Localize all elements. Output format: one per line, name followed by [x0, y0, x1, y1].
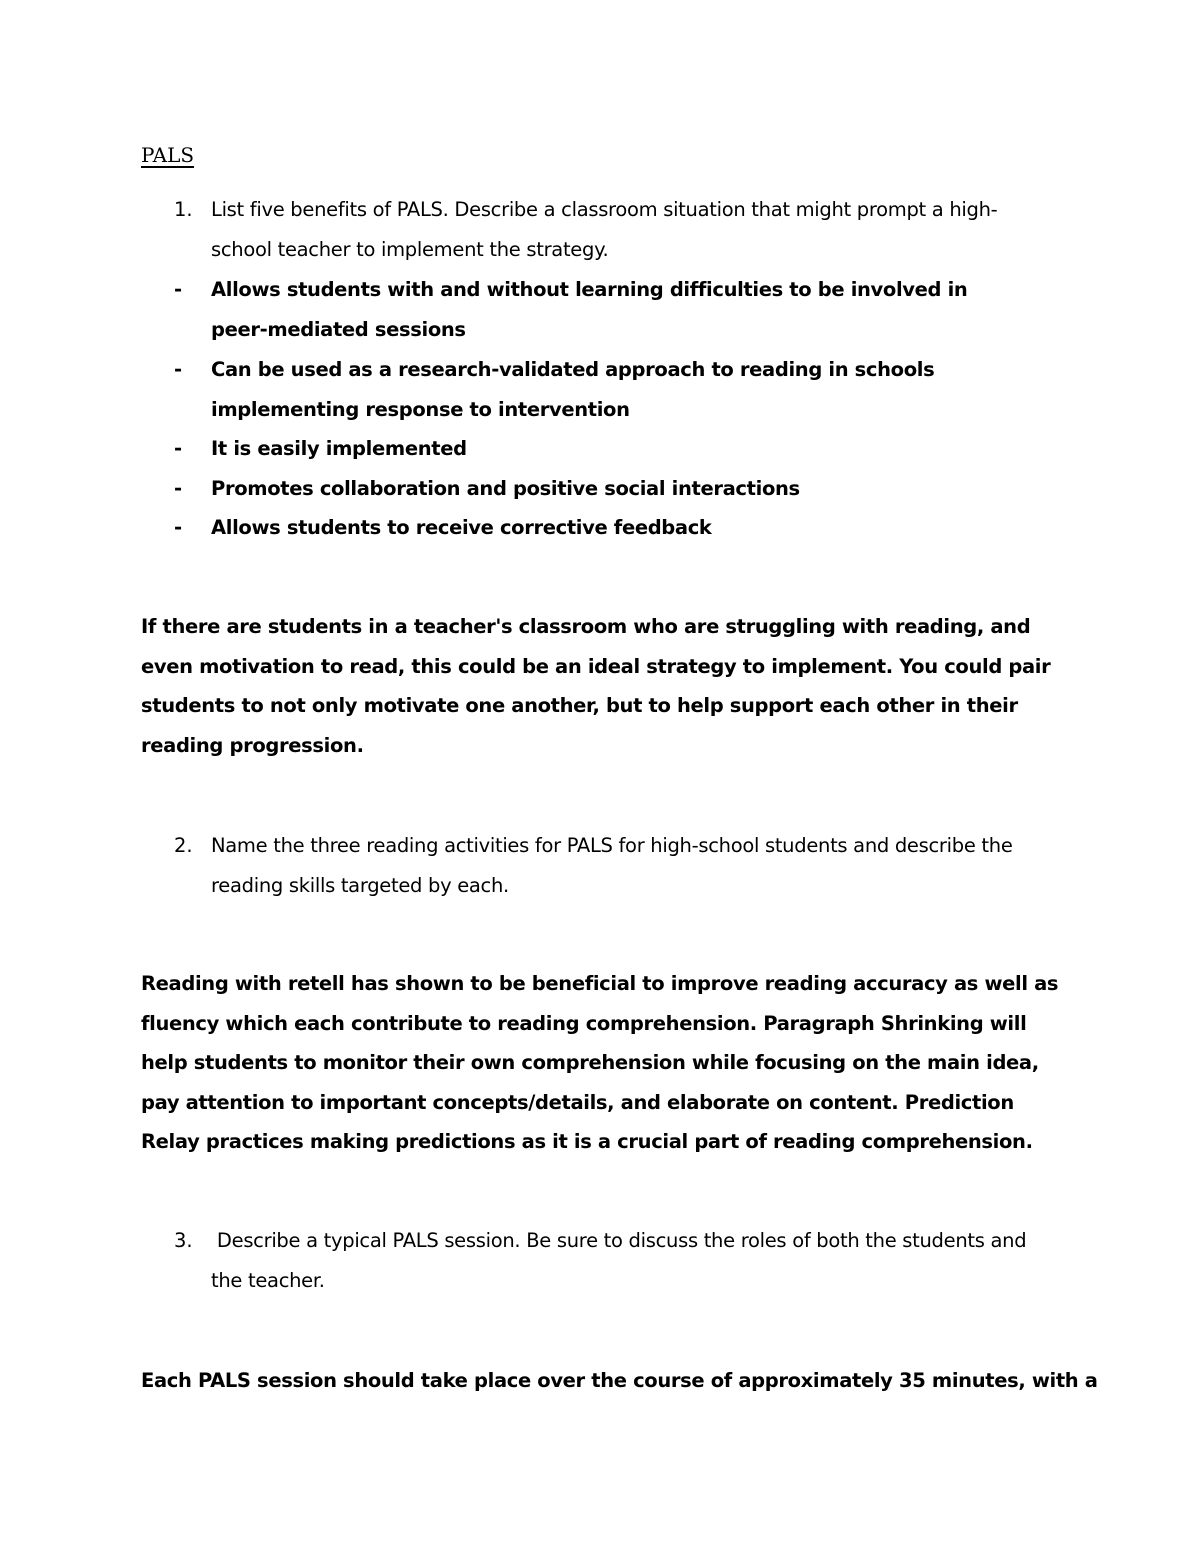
bullet-marker: - [174, 516, 183, 539]
bullet-marker: - [174, 278, 183, 301]
answer-1-paragraph: If there are students in a teacher's classroom who are struggling with reading, and even motivation to read, this could be an ideal strategy to implement. You could pair students to not only motivate one another, but to help support each other in their reading progression. [141, 615, 1051, 757]
benefit-item-2: Can be used as a research-validated approach to reading in schools implementing response to intervention [211, 358, 935, 421]
question-3-number: 3. [174, 1229, 193, 1252]
bullet-marker: - [174, 358, 183, 381]
question-1-number: 1. [174, 198, 193, 221]
bullet-marker: - [174, 477, 183, 500]
answer-2-paragraph: Reading with retell has shown to be beneficial to improve reading accuracy as well as fluency which each contribute to reading comprehension. Paragraph Shrinking will help students to monitor their own comprehension while focusing on the main idea, pay attention to important concepts/details, and elaborate on content. Prediction Relay practices making predictions as it is a crucial part of reading comprehension. [141, 972, 1059, 1153]
benefit-item-3: It is easily implemented [211, 437, 467, 460]
benefit-item-5: Allows students to receive corrective feedback [211, 516, 712, 539]
question-1-text: List five benefits of PALS. Describe a classroom situation that might prompt a high-school teacher to implement the strategy. [211, 198, 998, 261]
question-3-text: Describe a typical PALS session. Be sure to discuss the roles of both the students and the teacher. [211, 1229, 1033, 1292]
document-title: PALS [141, 143, 195, 167]
question-2-text: Name the three reading activities for PALS for high-school students and describe the reading skills targeted by each. [211, 834, 1013, 897]
question-2-number: 2. [174, 834, 193, 857]
benefit-item-4: Promotes collaboration and positive social interactions [211, 477, 800, 500]
bullet-marker: - [174, 437, 183, 460]
benefit-item-1: Allows students with and without learning difficulties to be involved in peer-mediated sessions [211, 278, 968, 341]
answer-3-paragraph: Each PALS session should take place over the course of approximately 35 minutes, with a [141, 1369, 1098, 1392]
